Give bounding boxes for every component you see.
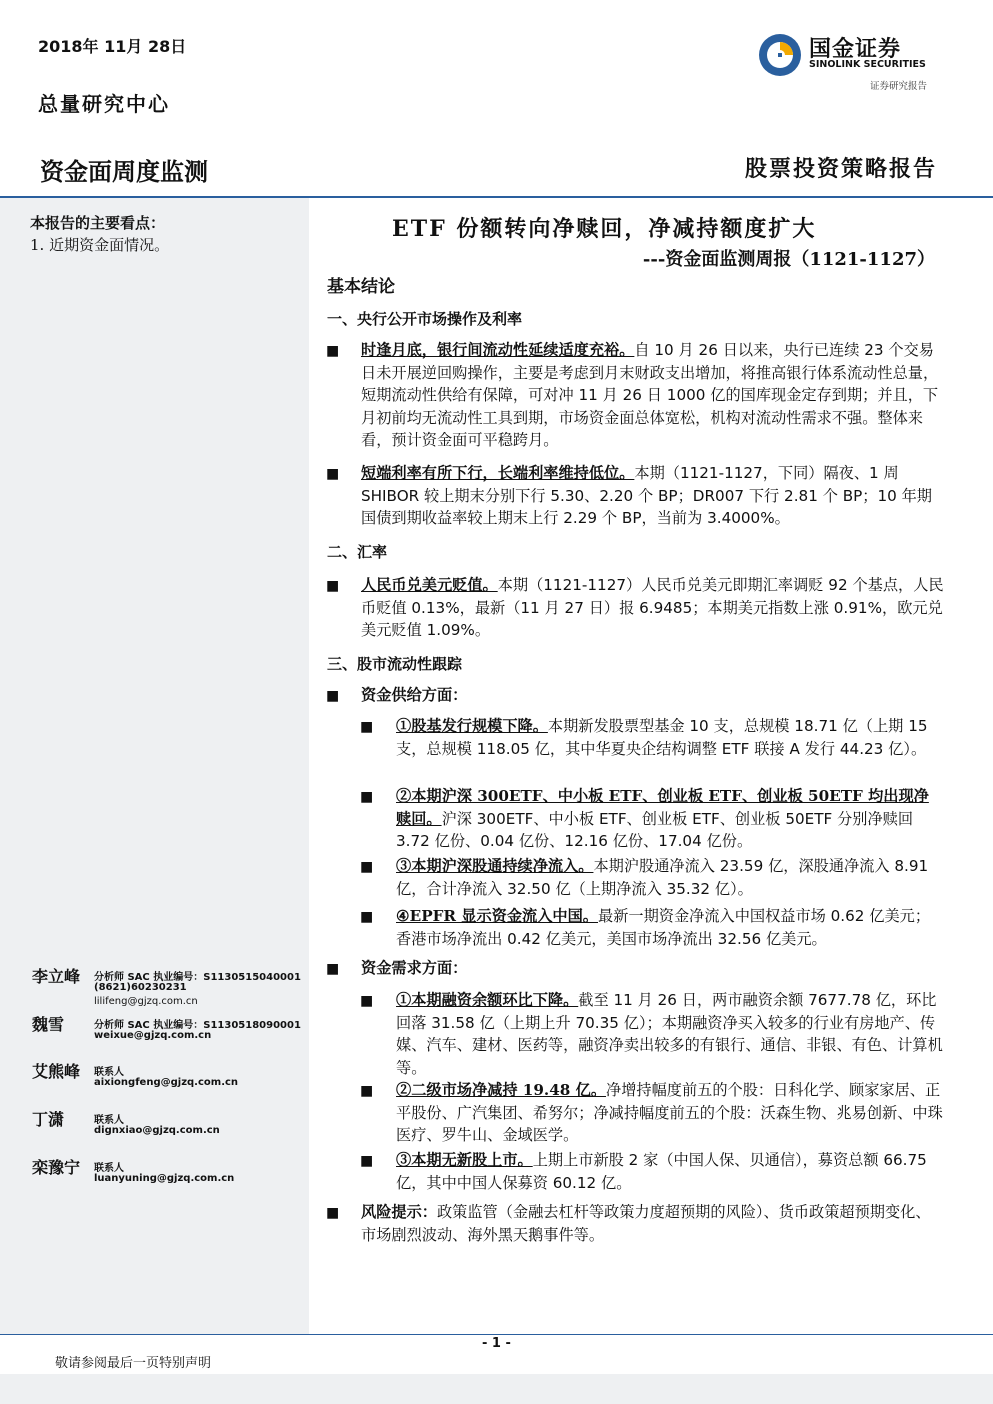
paragraph [361,462,944,530]
page-number: - 1 - [482,1336,511,1351]
demand-label: 资金需求方面： [361,959,468,977]
analyst-phone: (8621)60230231 [94,982,187,993]
paragraph-body: 净增持幅度前五的个股：日科化学、顾家家居、正平股份、广汽集团、希努尔；净减持幅度前五的个股：沃森生物、兆易创新、中珠医疗、罗牛山、金域医学。 [396,1081,943,1144]
brand-logo [757,30,945,90]
bullet-icon: ■ [360,789,374,805]
paragraph [361,957,944,980]
risk-label: 风险提示： [361,1203,437,1221]
paragraph [396,785,944,853]
paragraph-lead: ④EPFR 显示资金流入中国。 [396,907,598,925]
paragraph [396,1079,944,1147]
bullet-icon: ■ [326,1205,340,1221]
paragraph [396,855,944,900]
paragraph [361,339,944,452]
contact-role: 联系人 [94,1163,124,1174]
paragraph-body: 本期（1121-1127，下同）隔夜、1 周 SHIBOR 较上期末分别下行 5.30、2.20 个 BP；DR007 下行 2.81 个 BP；10 年期国债到期收益率较上期末上行 2.29 个 BP，当前为 3.4000%。 [361,464,932,527]
paragraph-lead: ③本期沪深股通持续净流入。 [396,857,594,875]
footer-divider [0,1334,993,1335]
paragraph-lead: ①本期融资余额环比下降。 [396,991,579,1009]
paragraph-lead: 时逢月底，银行间流动性延续适度充裕。 [361,341,635,359]
sidebar-item: 1. 近期资金面情况。 [30,236,170,254]
bullet-icon: ■ [326,343,340,359]
paragraph-lead: ①股基发行规模下降。 [396,717,548,735]
analyst-name: 魏雪 [32,1015,65,1034]
report-title: 资金面周度监测 [40,158,208,186]
analyst-cert: 分析师 SAC 执业编号：S1130515040001 [94,972,301,983]
paragraph [396,1149,944,1194]
footer-band [0,1374,993,1404]
paragraph [361,1201,944,1246]
paragraph-body: 自 10 月 26 日以来，央行已连续 23 个交易日未开展逆回购操作，主要是考虑到月末财政支出增加，将推高银行体系流动性总量，短期流动性供给有保障，可对冲 11 月 26 日 1000 亿的国库现金定存到期；并且，下月初前均无流动性工具到期，市场资金面总体宽松，机构对流动性需求不强。整体来看，预计资金面可平稳跨月。 [361,341,939,449]
bullet-icon: ■ [360,1153,374,1169]
paragraph-body: 本期沪股通净流入 23.59 亿，深股通净流入 8.91 亿，合计净流入 32.50 亿（上期净流入 35.32 亿）。 [396,857,929,898]
analyst-email[interactable]: lilifeng@gjzq.com.cn [94,996,198,1007]
section-heading: 二、汇率 [327,543,388,561]
paragraph [361,574,944,642]
brand-name-en: SINOLINK SECURITIES [809,59,926,70]
contact-email[interactable]: dignxiao@gjzq.com.cn [94,1125,220,1136]
supply-label: 资金供给方面： [361,686,468,704]
sinolink-logo-icon [757,32,803,78]
main-title: ETF 份额转向净赎回，净减持额度扩大 [392,216,817,242]
basic-conclusion-heading: 基本结论 [327,277,395,297]
contact-email[interactable]: aixiongfeng@gjzq.com.cn [94,1077,239,1088]
main-subtitle: ---资金面监测周报（1121-1127） [642,249,935,270]
bullet-icon: ■ [326,578,340,594]
paragraph-body: 本期新发股票型基金 10 支，总规模 18.71 亿（上期 15 支，总规模 118.05 亿，其中华夏央企结构调整 ETF 联接 A 发行 44.23 亿）。 [396,717,928,758]
contact-name: 丁潇 [32,1110,65,1129]
bullet-icon: ■ [360,993,374,1009]
bullet-icon: ■ [326,466,340,482]
sidebar-heading: 本报告的主要看点： [30,214,166,232]
paragraph-lead: ③本期无新股上市。 [396,1151,533,1169]
bullet-icon: ■ [360,1083,374,1099]
bullet-icon: ■ [326,688,340,704]
contact-role: 联系人 [94,1067,124,1078]
analyst-name: 李立峰 [32,967,81,986]
research-center-name: 总量研究中心 [38,92,170,116]
bullet-icon: ■ [360,909,374,925]
section-heading: 一、央行公开市场操作及利率 [327,310,523,328]
report-type: 股票投资策略报告 [744,156,937,182]
analyst-cert: 分析师 SAC 执业编号：S1130518090001 [94,1020,301,1031]
report-date: 2018年 11月 28日 [38,37,187,56]
paragraph [396,715,944,760]
brand-name-cn: 国金证券 [809,37,902,62]
paragraph [396,989,944,1079]
paragraph-body: 本期（1121-1127）人民币兑美元即期汇率调贬 92 个基点，人民币贬值 0.13%，最新（11 月 27 日）报 6.9485；本期美元指数上涨 0.91%，欧元兑美元贬值 1.09%。 [361,576,944,639]
bullet-icon: ■ [326,961,340,977]
paragraph-lead: 人民币兑美元贬值。 [361,576,498,594]
paragraph-body: 上期上市新股 2 家（中国人保、贝通信），募资总额 66.75 亿，其中中国人保募资 60.12 亿。 [396,1151,927,1192]
paragraph-lead: 短端利率有所下行，长端利率维持低位。 [361,464,635,482]
bullet-icon: ■ [360,859,374,875]
analyst-email[interactable]: weixue@gjzq.com.cn [94,1030,212,1041]
contact-role: 联系人 [94,1115,124,1126]
contact-name: 栾豫宁 [32,1158,81,1177]
paragraph-body: 沪深 300ETF、中小板 ETF、创业板 ETF、创业板 50ETF 分别净赎回 3.72 亿份、0.04 亿份、12.16 亿份、17.04 亿份。 [396,809,914,850]
bullet-icon: ■ [360,719,374,735]
paragraph [396,905,944,950]
contact-name: 艾熊峰 [32,1062,81,1081]
paragraph-body: 截至 11 月 26 日，两市融资余额 7677.78 亿，环比回落 31.58 亿（上期上升 70.35 亿）；本期融资净买入较多的行业有房地产、传媒、汽车、建材、医药等，融资净卖出较多的有银行、通信、非银、有色、计算机等。 [396,991,943,1077]
paragraph-body: 最新一期资金净流入中国权益市场 0.62 亿美元；香港市场净流出 0.42 亿美元，美国市场净流出 32.56 亿美元。 [396,907,931,948]
section-heading: 三、股市流动性跟踪 [327,655,463,673]
footer-disclaimer: 敬请参阅最后一页特别声明 [55,1356,212,1371]
paragraph-lead: ②二级市场净减持 19.48 亿。 [396,1081,607,1099]
paragraph-lead: ②本期沪深 300ETF、中小板 ETF、创业板 ETF、创业板 50ETF 均出现净赎回。 [396,787,929,828]
contact-email[interactable]: luanyuning@gjzq.com.cn [94,1173,235,1184]
paragraph-body: 政策监管（金融去杠杆等政策力度超预期的风险）、货币政策超预期变化、市场剧烈波动、海外黑天鹅事件等。 [361,1203,931,1244]
paragraph [361,684,944,707]
brand-subtitle: 证券研究报告 [870,81,928,92]
